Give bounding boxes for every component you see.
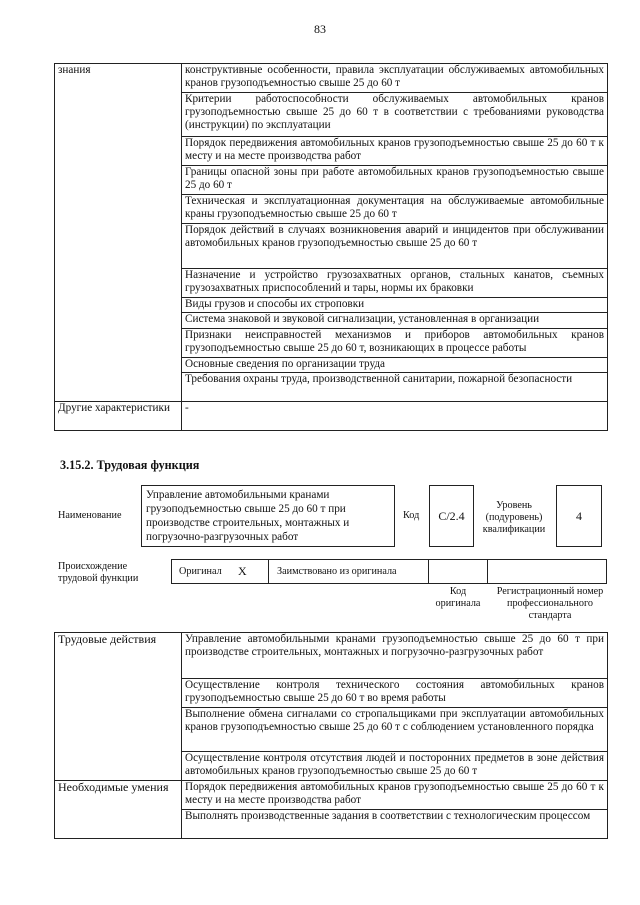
knowledge-row: Назначение и устройство грузозахватных органов, стальных канатов, съемных грузозахватных приспособлений и тары, нормы их браковки (182, 269, 608, 298)
action-row: Осуществление контроля отсутствия людей и посторонних предметов в зоне действия автомобильных кранов грузоподъемностью свыше 25 до 60 т (182, 752, 608, 781)
function-name-box (141, 485, 395, 547)
code-box (429, 485, 474, 547)
function-name: Управление автомобильными кранами грузоподъемностью свыше 25 до 60 т при производстве строительных, монтажных и погрузочно-разгрузочных работ (146, 489, 350, 543)
borrowed-label: Заимствовано из оригинала (277, 566, 397, 577)
knowledge-label: знания (55, 64, 182, 402)
other-characteristics-value: - (182, 402, 608, 431)
action-row: Выполнение обмена сигналами со стропальщиками при эксплуатации автомобильных кранов грузоподъемностью свыше 25 до 60 т с соблюдением установленного порядка (182, 708, 608, 752)
action-row: Управление автомобильными кранами грузоподъемностью свыше 25 до 60 т при производстве строительных, монтажных и погрузочно-разгрузочных работ (182, 633, 608, 679)
origin-table (171, 559, 607, 584)
knowledge-row: Порядок передвижения автомобильных кранов грузоподъемностью свыше 25 до 60 т к месту и на месте производства работ (182, 137, 608, 166)
code-value: C/2.4 (438, 508, 465, 523)
actions-table (54, 632, 608, 839)
page-number: 83 (314, 22, 326, 36)
original-mark: X (238, 564, 247, 578)
knowledge-table (54, 63, 608, 431)
registration-caption: Регистрационный номер профессионального стандарта (496, 586, 604, 621)
code-label: Код (403, 510, 420, 521)
action-row: Осуществление контроля технического состояния автомобильных кранов грузоподъемностью свыше 25 до 60 т во время работы (182, 679, 608, 708)
section-title: 3.15.2. Трудовая функция (60, 458, 200, 472)
actions-label: Трудовые действия (55, 633, 182, 781)
origin-label: Происхождение трудовой функции (58, 561, 139, 584)
divider (268, 560, 269, 583)
knowledge-row: конструктивные особенности, правила эксплуатации обслуживаемых автомобильных кранов грузоподъемностью свыше 25 до 60 т (182, 64, 608, 93)
knowledge-row: Система знаковой и звуковой сигнализации, установленная в организации (182, 313, 608, 329)
other-characteristics-label: Другие характеристики (55, 402, 182, 431)
level-label: Уровень (подуровень) квалификации (482, 500, 546, 535)
knowledge-row: Виды грузов и способы их строповки (182, 298, 608, 313)
original-label: Оригинал (179, 566, 222, 577)
divider (487, 560, 488, 583)
code-caption: Код оригинала (435, 586, 481, 609)
knowledge-row: Требования охраны труда, производственной санитарии, пожарной безопасности (182, 373, 608, 402)
level-box (556, 485, 602, 547)
divider (428, 560, 429, 583)
level-value: 4 (576, 508, 582, 523)
knowledge-row: Границы опасной зоны при работе автомобильных кранов грузоподъемностью свыше 25 до 60 т (182, 166, 608, 195)
knowledge-row: Критерии работоспособности обслуживаемых автомобильных кранов грузоподъемностью свыше 25 до 60 т в соответствии с требованиями руководства (инструкции) по эксплуатации (182, 93, 608, 137)
knowledge-row: Признаки неисправностей механизмов и приборов автомобильных кранов грузоподъемностью свыше 25 до 60 т, возникающих в процессе работы (182, 329, 608, 358)
name-label: Наименование (58, 510, 122, 521)
skills-label: Необходимые умения (55, 781, 182, 839)
skill-row: Выполнять производственные задания в соответствии с технологическим процессом (182, 810, 608, 839)
knowledge-row: Порядок действий в случаях возникновения аварий и инцидентов при обслуживании автомобильных кранов грузоподъемностью свыше 25 до 60 т (182, 224, 608, 269)
knowledge-row: Основные сведения по организации труда (182, 358, 608, 373)
knowledge-row: Техническая и эксплуатационная документация на обслуживаемые автомобильные краны грузоподъемностью свыше 25 до 60 т (182, 195, 608, 224)
skill-row: Порядок передвижения автомобильных кранов грузоподъемностью свыше 25 до 60 т к месту и на месте производства работ (182, 781, 608, 810)
